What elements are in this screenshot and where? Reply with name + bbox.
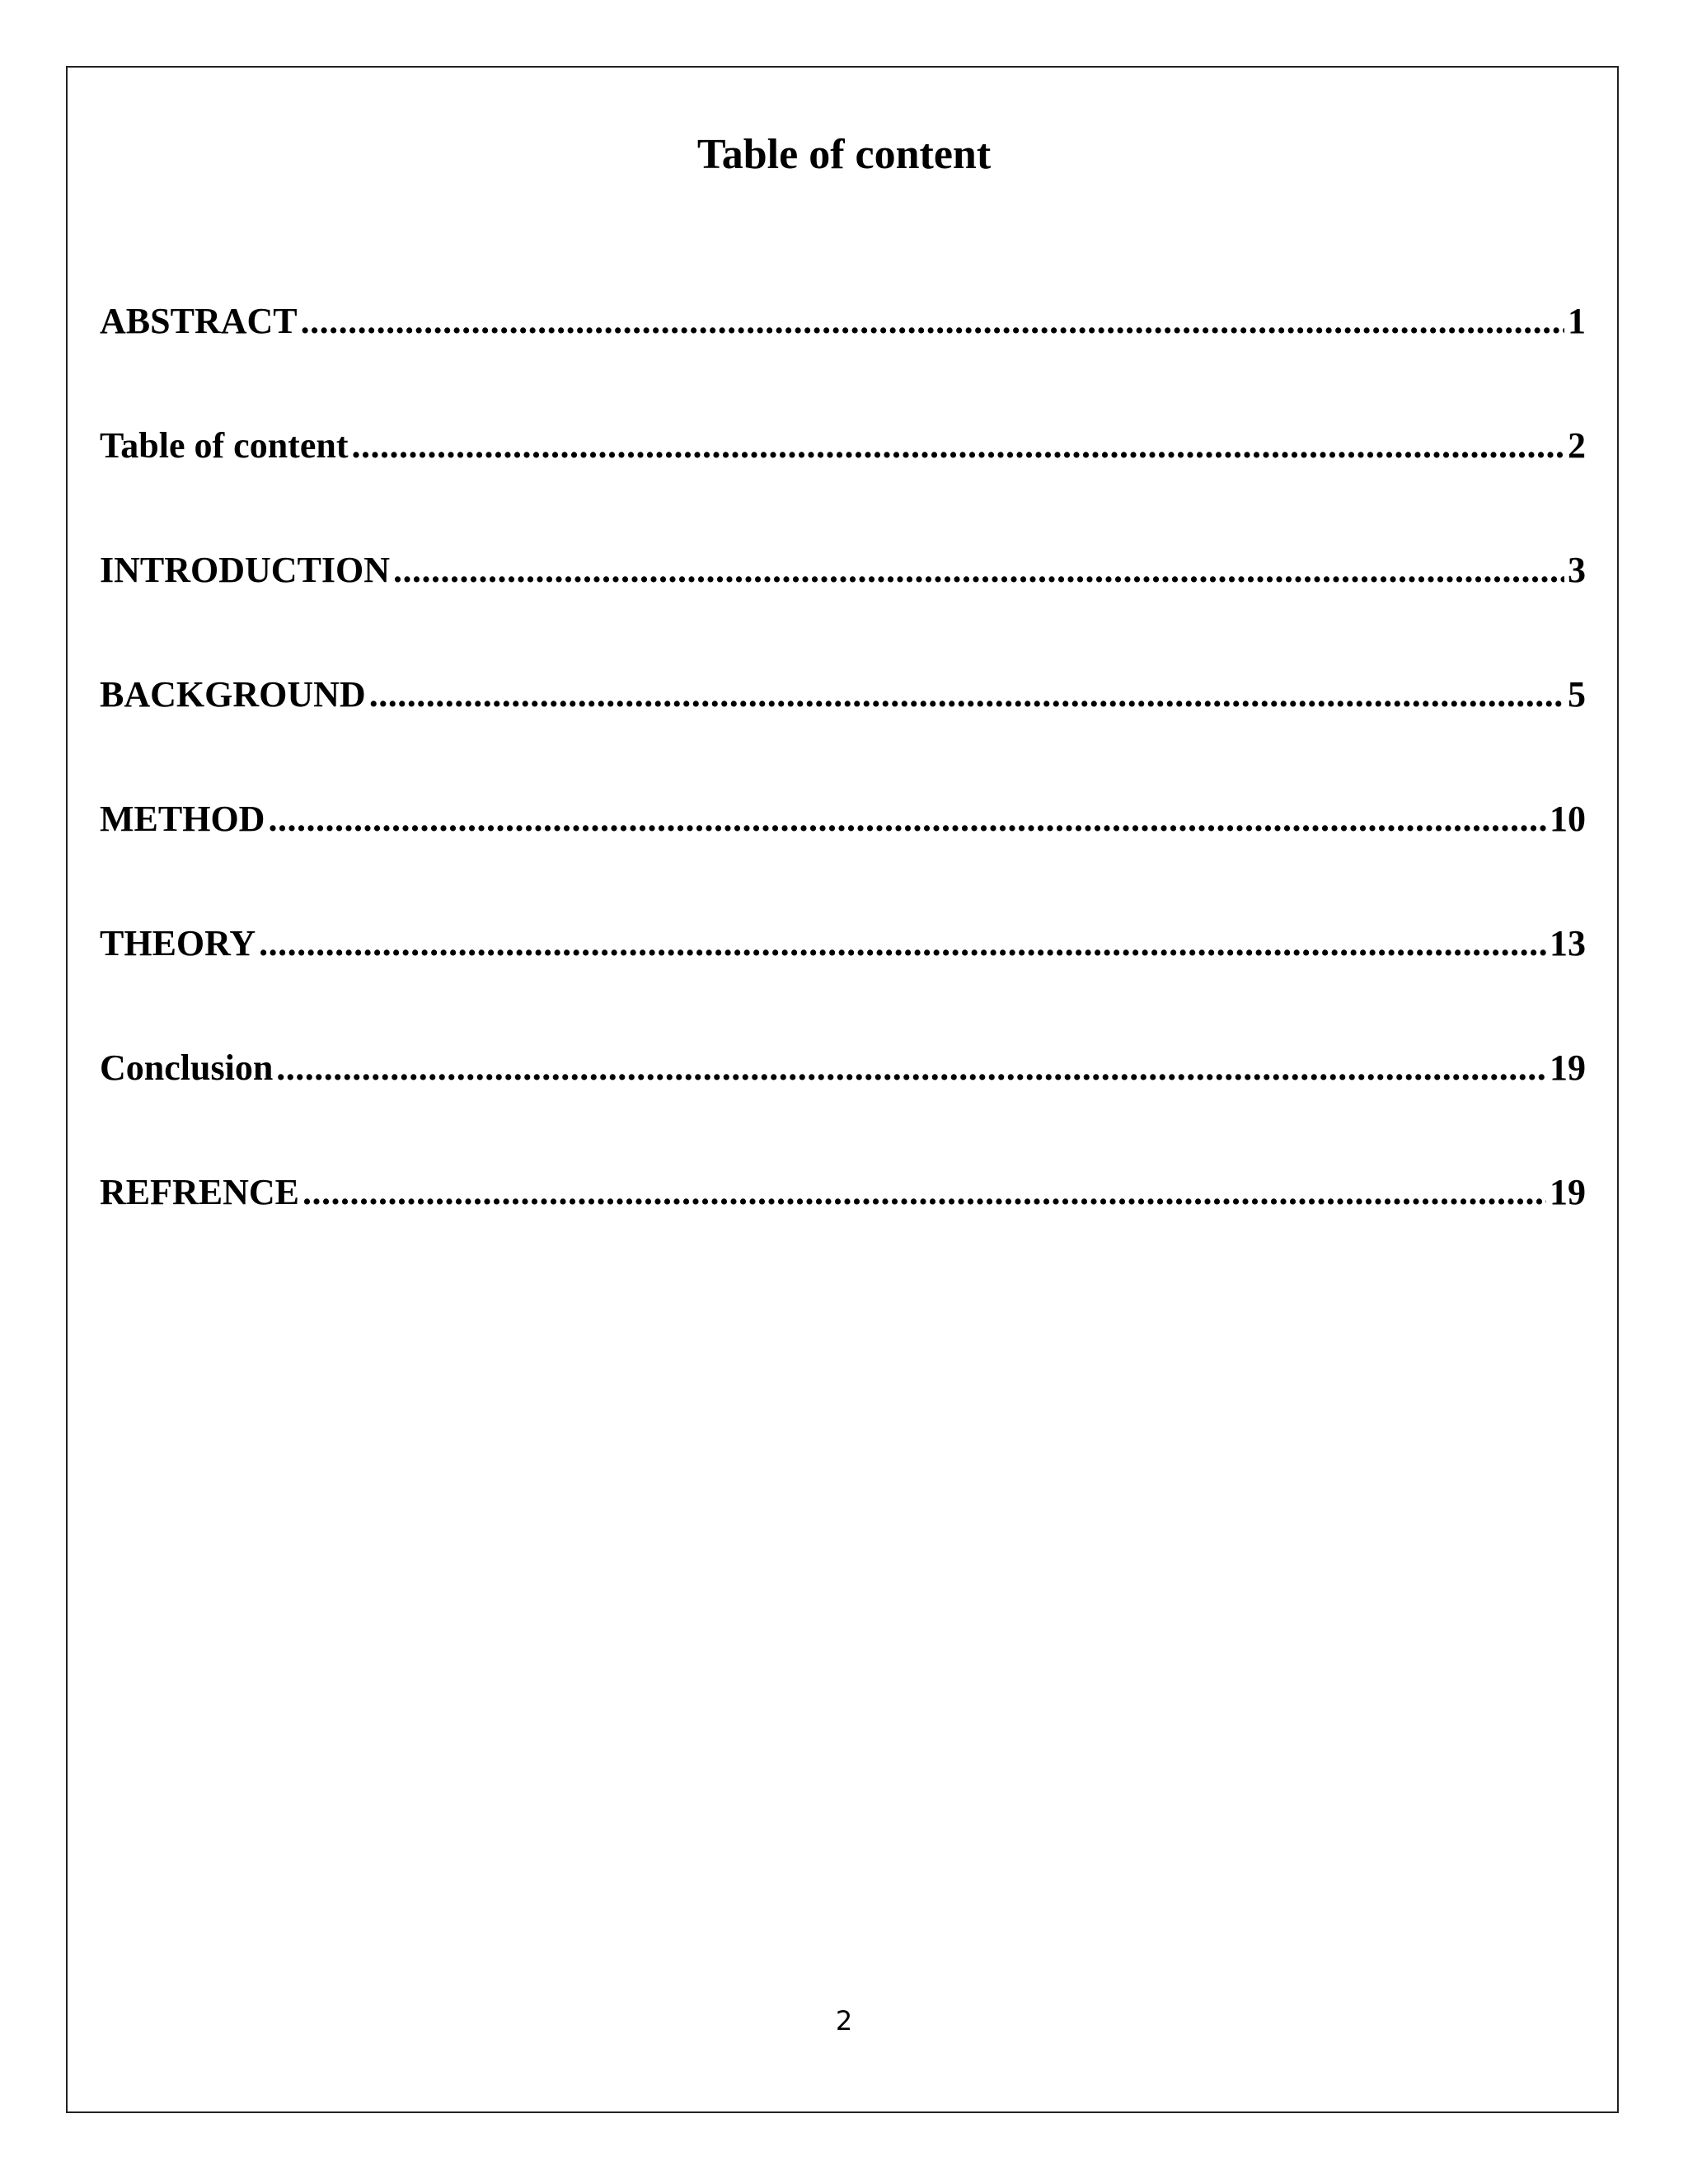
toc-entry-page-number: 19 — [1550, 1047, 1586, 1088]
toc-entry-page-number: 10 — [1550, 799, 1586, 839]
toc-entry-abstract[interactable] — [100, 293, 1586, 417]
toc-entry-label: METHOD — [100, 799, 265, 839]
toc-entry-introduction[interactable] — [100, 541, 1586, 666]
toc-dot-leader — [301, 293, 1564, 350]
toc-entry-label: THEORY — [100, 923, 256, 963]
table-of-contents — [100, 293, 1586, 1288]
toc-entry-refrence[interactable] — [100, 1164, 1586, 1288]
toc-entry-label: INTRODUCTION — [100, 550, 391, 590]
toc-entry-page-number: 5 — [1568, 674, 1586, 715]
toc-dot-leader — [276, 1039, 1546, 1097]
toc-entry-page-number: 1 — [1568, 301, 1586, 341]
toc-entry-label: ABSTRACT — [100, 301, 298, 341]
toc-entry-table-of-content[interactable] — [100, 417, 1586, 541]
toc-entry-theory[interactable] — [100, 915, 1586, 1039]
toc-entry-label: REFRENCE — [100, 1172, 300, 1212]
toc-dot-leader — [302, 1164, 1546, 1221]
page-title: Table of content — [696, 130, 992, 178]
toc-dot-leader — [393, 541, 1564, 599]
toc-entry-background[interactable] — [100, 666, 1586, 790]
toc-dot-leader — [352, 417, 1565, 475]
toc-entry-page-number: 13 — [1550, 923, 1586, 963]
page-number: 2 — [835, 2005, 853, 2036]
toc-entry-page-number: 2 — [1568, 425, 1586, 466]
toc-dot-leader — [268, 790, 1546, 848]
toc-entry-page-number: 3 — [1568, 550, 1586, 590]
toc-entry-label: Conclusion — [100, 1047, 274, 1088]
toc-dot-leader — [259, 915, 1546, 972]
toc-entry-page-number: 19 — [1550, 1172, 1586, 1212]
toc-entry-conclusion[interactable] — [100, 1039, 1586, 1164]
toc-entry-label: Table of content — [100, 425, 349, 466]
toc-entry-method[interactable] — [100, 790, 1586, 915]
toc-entry-label: BACKGROUND — [100, 674, 366, 715]
toc-dot-leader — [369, 666, 1564, 724]
